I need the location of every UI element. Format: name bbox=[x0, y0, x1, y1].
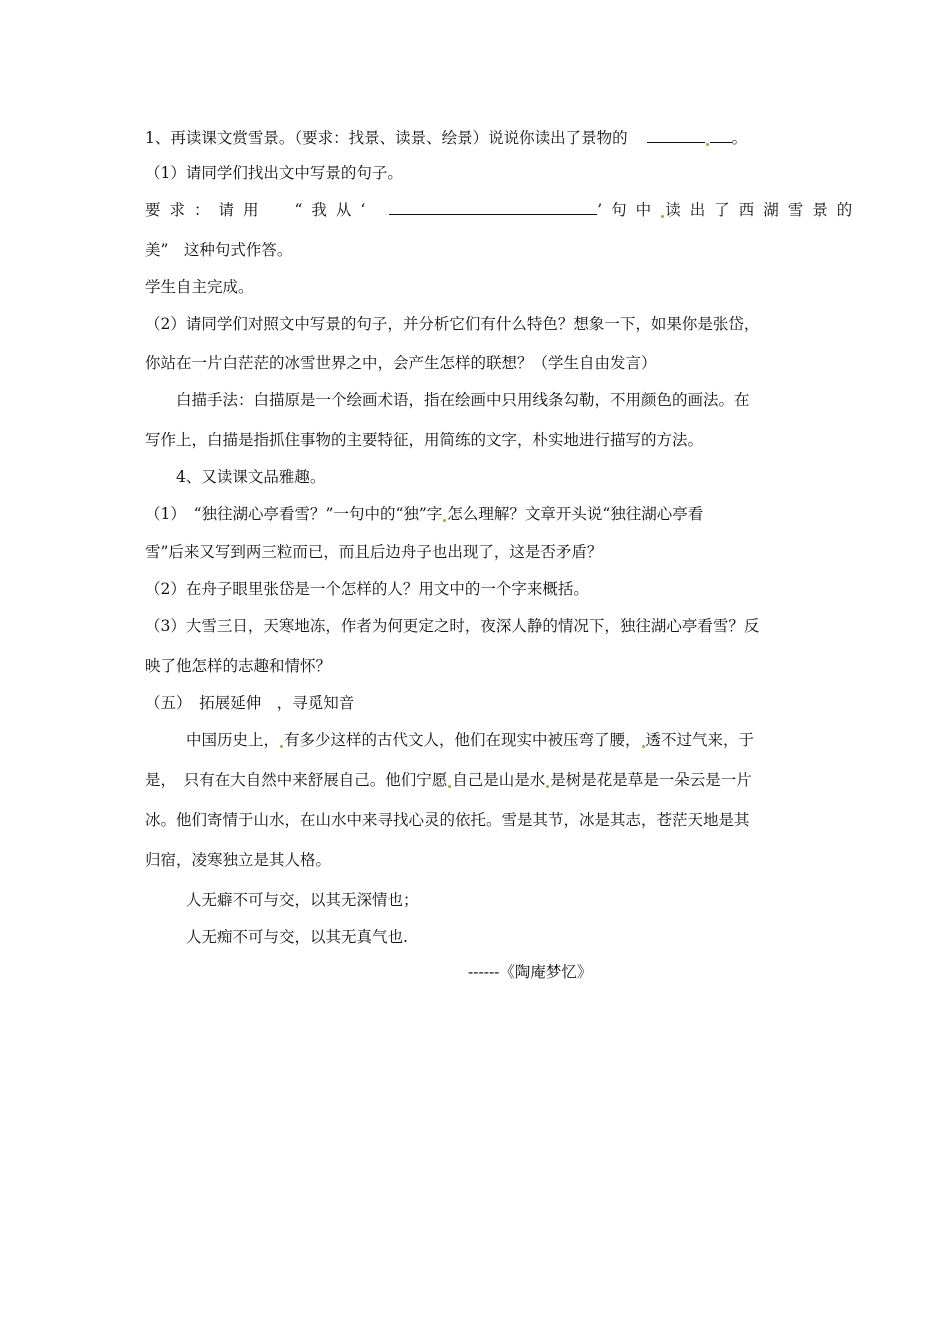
question-1-text: 1、再读课文赏雪景。（要求：找景、读景、绘景）说说你读出了景物的 bbox=[145, 129, 628, 147]
section-five-heading bbox=[145, 693, 354, 713]
pattern-blank bbox=[389, 200, 597, 215]
extension-paragraph bbox=[186, 730, 754, 750]
question-4-text: 4、又读课文品雅趣。 bbox=[176, 468, 326, 486]
sentence-pattern-end: 读出了西湖雪景的 bbox=[665, 201, 862, 219]
extension-l4-text: 归宿，凌寒独立是其人格。 bbox=[145, 851, 332, 869]
mark-dot bbox=[280, 745, 283, 748]
quote-line-1-text: 人无癖不可与交，以其无深情也； bbox=[186, 891, 419, 909]
sub-question-1 bbox=[145, 163, 403, 183]
q4-sub-3 bbox=[145, 616, 759, 636]
mark-dot bbox=[661, 215, 664, 218]
mark-dot bbox=[706, 143, 709, 146]
quote-line-1 bbox=[186, 890, 419, 910]
mark-dot bbox=[546, 785, 549, 788]
extension-l2-a: 是， 只有在大自然中来舒展自己。他们宁愿 bbox=[145, 771, 448, 789]
requirement-cont-text: 美” 这种句式作答。 bbox=[145, 241, 293, 259]
student-note bbox=[145, 277, 254, 297]
q4-sub-3-cont-text: 映了他怎样的志趣和情怀？ bbox=[145, 657, 332, 675]
q4-sub-1-text-a: （1） “独往湖心亭看雪？”一句中的“独”字 bbox=[145, 505, 443, 523]
extension-paragraph-l3 bbox=[145, 810, 750, 830]
extension-paragraph-l4 bbox=[145, 850, 331, 870]
extension-text-b: 有多少这样的古代文人，他们在现实中被压弯了腰， bbox=[284, 731, 641, 749]
q4-sub-2 bbox=[145, 579, 589, 599]
requirement-line bbox=[145, 200, 861, 220]
requirement-label: 要求：请用 bbox=[145, 201, 268, 219]
q4-sub-2-text: （2）在舟子眼里张岱是一个怎样的人？用文中的一个字来概括。 bbox=[145, 580, 589, 598]
q4-sub-1 bbox=[145, 504, 703, 524]
answer-blank bbox=[710, 128, 732, 143]
question-1-end: 。 bbox=[731, 129, 748, 147]
q4-sub-1-text-b: 怎么理解？文章开头说“独往湖心亭看 bbox=[447, 505, 704, 523]
sub-question-2-cont bbox=[145, 353, 657, 373]
requirement-line-cont bbox=[145, 240, 292, 260]
q4-sub-1-cont-text: 雪”后来又写到两三粒而已，而且后边舟子也出现了，这是否矛盾？ bbox=[145, 543, 603, 561]
baimiao-paragraph-cont bbox=[145, 430, 703, 450]
baimiao-paragraph bbox=[176, 390, 750, 410]
section-five-text: （五） 拓展延伸 ，寻觅知音 bbox=[145, 694, 355, 712]
extension-text-a: 中国历史上， bbox=[186, 731, 280, 749]
question-1 bbox=[145, 128, 747, 148]
quote-line-2 bbox=[186, 927, 408, 947]
sentence-pattern-mid: ’句中 bbox=[597, 201, 661, 219]
sub-question-2 bbox=[145, 314, 759, 334]
quote-source bbox=[468, 962, 592, 982]
sub-question-2-cont-text: 你站在一片白茫茫的冰雪世界之中，会产生怎样的联想？（学生自由发言） bbox=[145, 354, 657, 372]
quote-line-2-text: 人无痴不可与交，以其无真气也. bbox=[186, 928, 408, 946]
quote-source-text: ------《陶庵梦忆》 bbox=[468, 963, 593, 981]
answer-blank bbox=[647, 128, 705, 143]
question-4 bbox=[176, 467, 325, 487]
extension-l2-b: 自己是山是水 bbox=[452, 771, 546, 789]
mark-dot bbox=[443, 519, 446, 522]
q4-sub-3-cont bbox=[145, 656, 331, 676]
extension-text-c: 透不过气来，于 bbox=[645, 731, 755, 749]
baimiao-cont-text: 写作上，白描是指抓住事物的主要特征，用简练的文字，朴实地进行描写的方法。 bbox=[145, 431, 704, 449]
sub-question-1-text: （1）请同学们找出文中写景的句子。 bbox=[145, 164, 403, 182]
extension-paragraph-l2 bbox=[145, 770, 752, 790]
extension-l3-text: 冰。他们寄情于山水，在山水中来寻找心灵的依托。雪是其节，冰是其志，苍茫天地是其 bbox=[145, 811, 750, 829]
q4-sub-1-cont bbox=[145, 542, 602, 562]
student-note-text: 学生自主完成。 bbox=[145, 278, 254, 296]
q4-sub-3-text: （3）大雪三日，天寒地冻，作者为何更定之时，夜深人静的情况下，独往湖心亭看雪？反 bbox=[145, 617, 760, 635]
extension-l2-c: 是树是花是草是一朵云是一片 bbox=[550, 771, 752, 789]
mark-dot bbox=[642, 745, 645, 748]
baimiao-text: 白描手法：白描原是一个绘画术语，指在绘画中只用线条勾勒，不用颜色的画法。在 bbox=[176, 391, 750, 409]
mark-dot bbox=[448, 785, 451, 788]
sub-question-2-text: （2）请同学们对照文中写景的句子，并分析它们有什么特色？想象一下，如果你是张岱， bbox=[145, 315, 760, 333]
sentence-pattern-open: “我从‘ bbox=[294, 201, 375, 219]
